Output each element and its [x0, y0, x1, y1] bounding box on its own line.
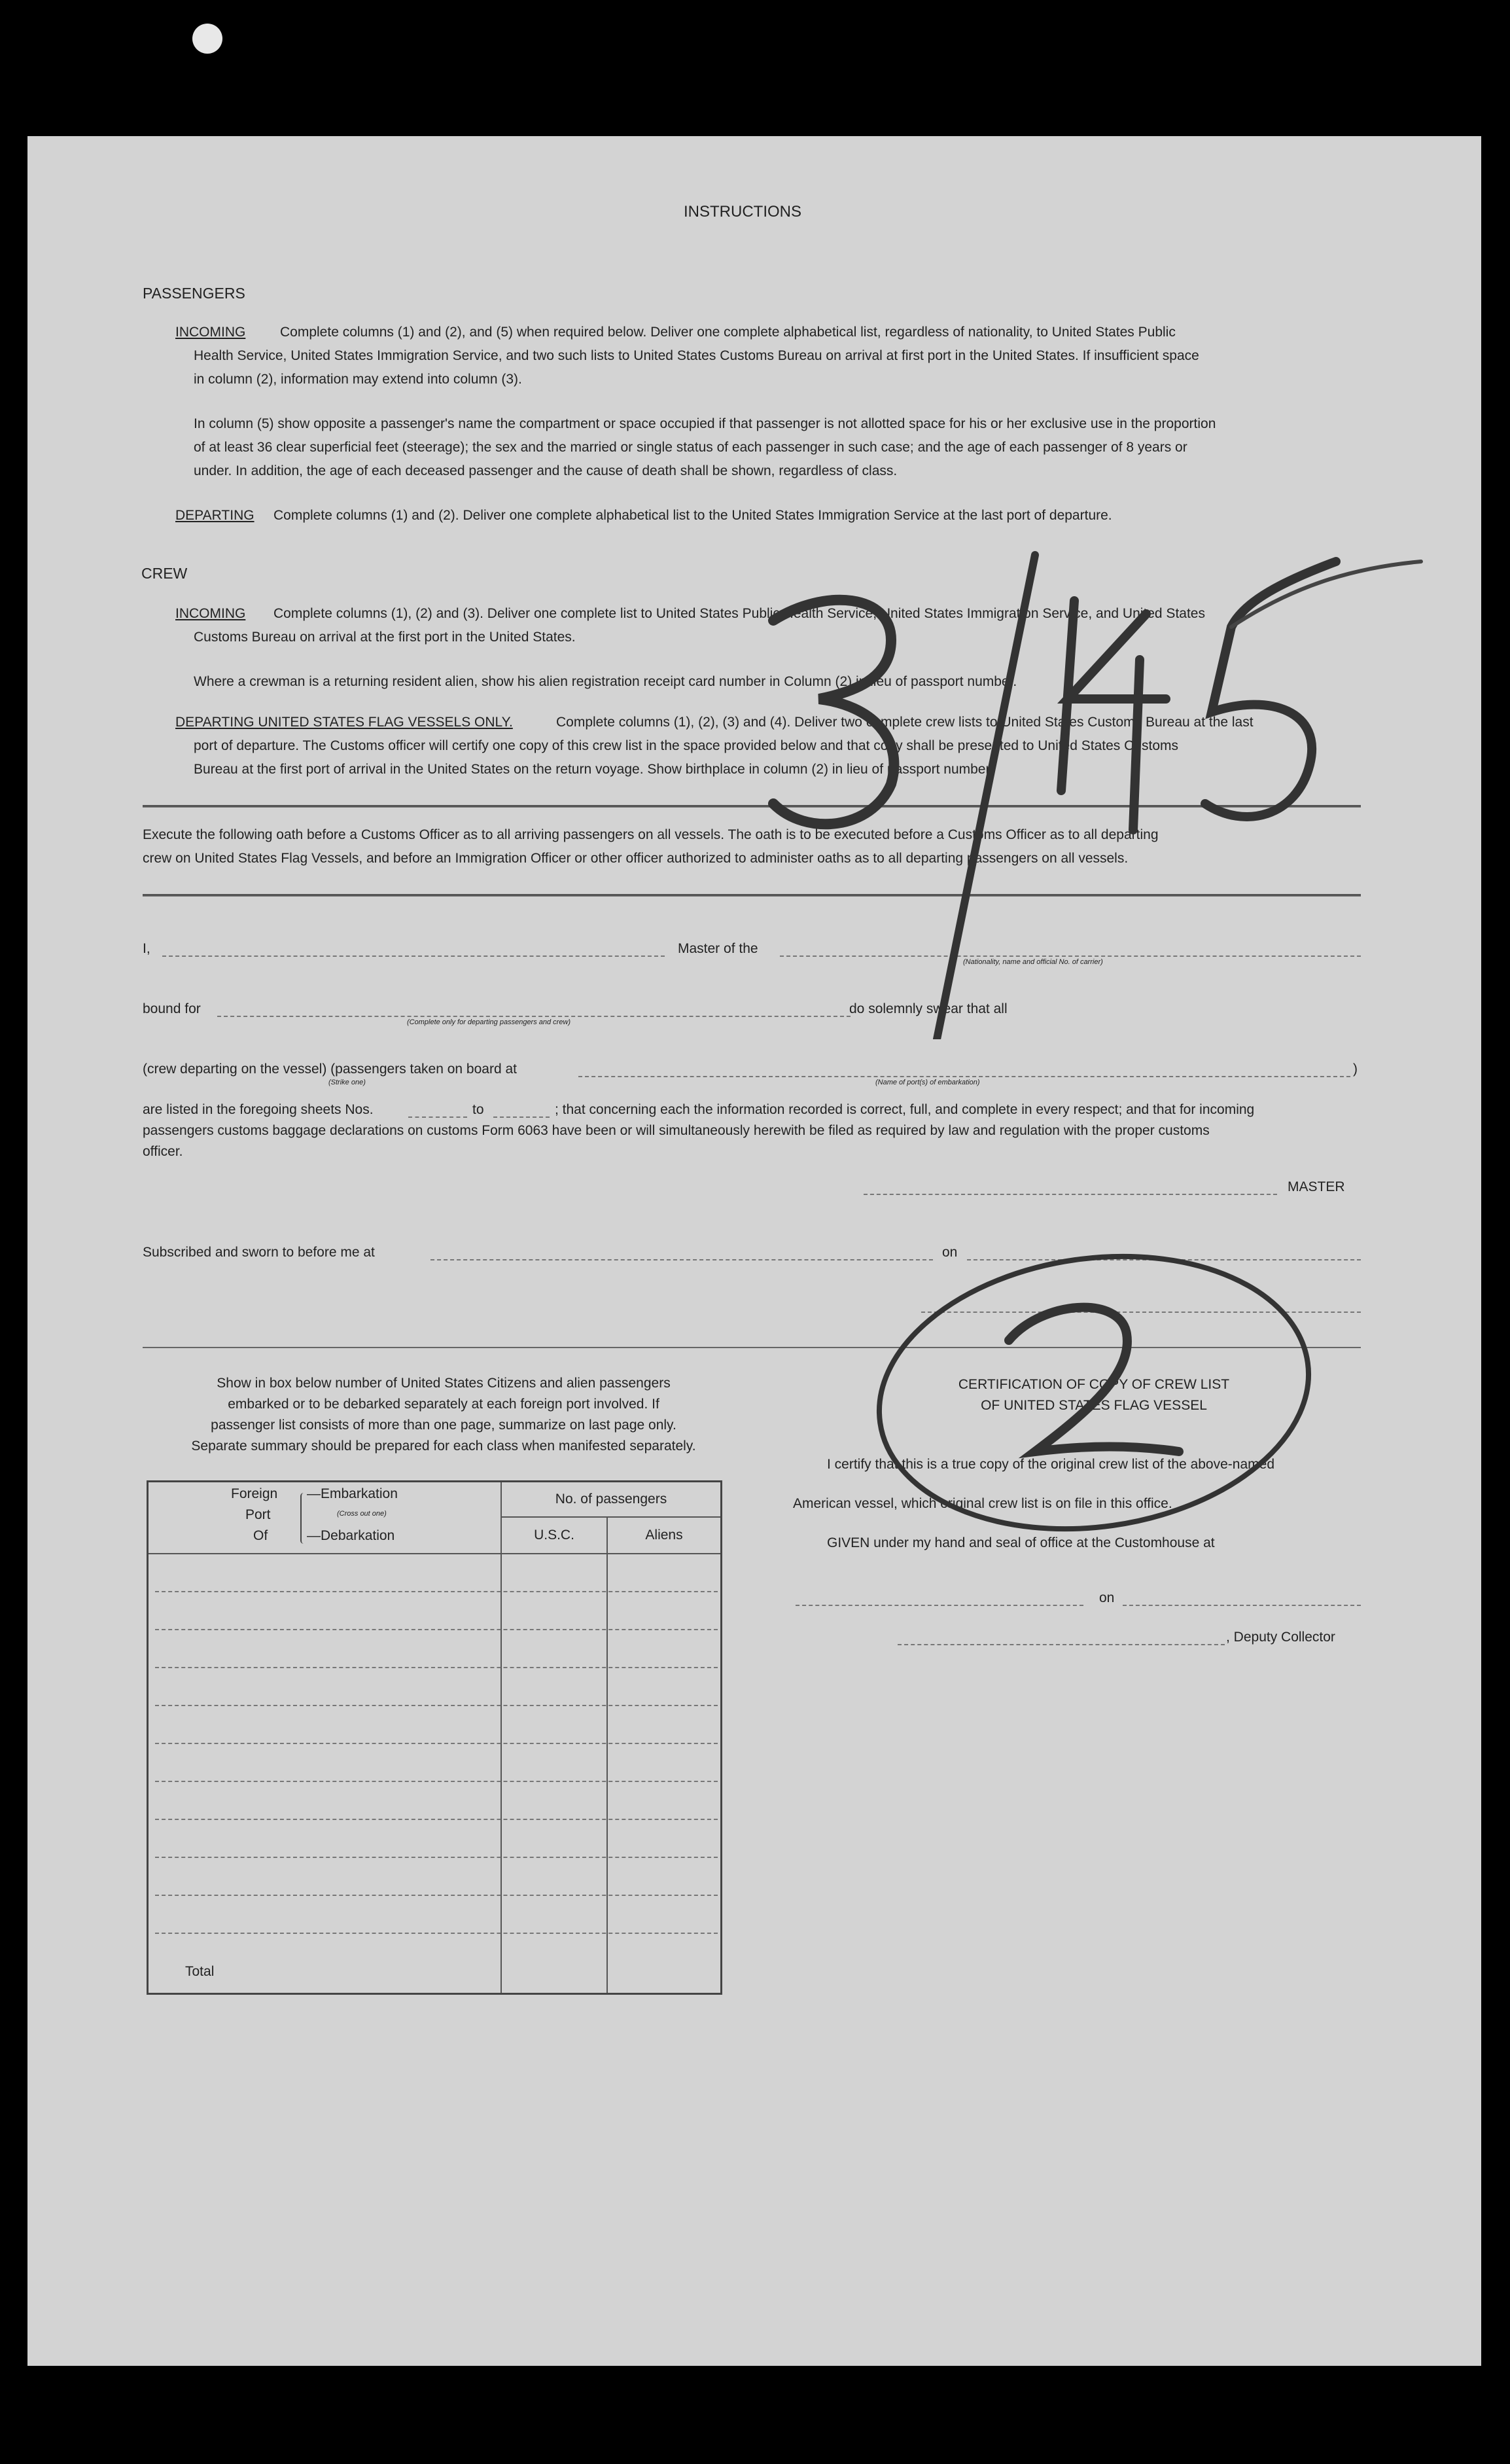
certification-date-field[interactable]: [1123, 1605, 1361, 1606]
passengers-incoming-line-2: Health Service, United States Immigration Service, and two such lists to United States Customs Bureau on arrival at first port in the United States. If insufficient space: [194, 348, 1199, 363]
crew-passengers-option: (crew departing on the vessel) (passengers taken on board at: [143, 1062, 517, 1077]
sheet-to-field[interactable]: [493, 1116, 550, 1118]
circled-number-annotation: [871, 1236, 1329, 1550]
embarkation-ports-field[interactable]: [578, 1076, 1350, 1077]
oath-line-2: passengers customs baggage declarations on customs Form 6063 have been or will simultaneously herewith be filed as required by law and regulation with the proper customs: [143, 1123, 1210, 1138]
form-page: [27, 136, 1481, 2366]
summary-row-line: [155, 1705, 718, 1706]
passengers-departing-text: Complete columns (1) and (2). Deliver one complete alphabetical list to the United States Immigration Service at the last port of departure.: [273, 508, 1112, 523]
subscribed-label: Subscribed and sworn to before me at: [143, 1245, 375, 1260]
crew-departing-line-2: port of departure. The Customs officer will certify one copy of this crew list in the space provided below and that copy shall be presented to United States Customs: [194, 738, 1178, 753]
summary-instr-line-1: Show in box below number of United States Citizens and alien passengers: [217, 1376, 671, 1391]
oath-i: I,: [143, 941, 150, 956]
foreign-label: Foreign: [231, 1486, 278, 1501]
passengers-incoming-line-1: Complete columns (1) and (2), and (5) when required below. Deliver one complete alphabetical list, regardless of nationality, to United States Public: [280, 325, 1176, 340]
master-name-field[interactable]: [162, 955, 665, 957]
sheets-text: ; that concerning each the information recorded is correct, full, and complete in every respect; and that for incoming: [555, 1102, 1255, 1117]
bound-for-hint: (Complete only for departing passengers and crew): [407, 1018, 571, 1026]
summary-row-line: [155, 1857, 718, 1858]
port-label: Port: [245, 1507, 271, 1522]
usc-header: [502, 1518, 608, 1554]
crew-heading: CREW: [141, 565, 188, 582]
column5-line-3: under. In addition, the age of each deceased passenger and the cause of death shall be shown, regardless of class.: [194, 463, 898, 478]
certification-title-line-2: OF UNITED STATES FLAG VESSEL: [981, 1398, 1207, 1413]
summary-row-line: [155, 1895, 718, 1896]
passenger-summary-box: [147, 1480, 722, 1995]
crew-incoming-line-1: Complete columns (1), (2) and (3). Deliver one complete list to United States Public Health Service, United States Immigration Service, and United States: [273, 606, 1205, 621]
summary-instructions: [143, 1373, 745, 1457]
summary-instr-line-4: Separate summary should be prepared for each class when manifested separately.: [191, 1438, 696, 1454]
crew-departing-line-3: Bureau at the first port of arrival in the United States on the return voyage. Show birthplace in column (2) in lieu of passport number.: [194, 762, 994, 777]
oath-intro-line-1: Execute the following oath before a Customs Officer as to all arriving passengers on all vessels. The oath is to be executed before a Customs Officer as to all departing: [143, 827, 1159, 842]
bracket: [300, 1493, 307, 1544]
carrier-hint: (Nationality, name and official No. of carrier): [963, 958, 1103, 966]
handwritten-number-annotation: [747, 542, 1441, 1039]
column5-line-2: of at least 36 clear superficial feet (steerage); the sex and the married or single status of each passenger in such case; and the age of each passenger of 8 years or: [194, 440, 1187, 455]
ports-hint: (Name of port(s) of embarkation): [875, 1079, 980, 1086]
debarkation-label: —Debarkation: [307, 1528, 395, 1543]
summary-instr-line-2: embarked or to be debarked separately at each foreign port involved. If: [228, 1397, 659, 1412]
passengers-incoming-label: INCOMING: [175, 325, 246, 340]
sheets-label: are listed in the foregoing sheets Nos.: [143, 1102, 374, 1117]
given-line: GIVEN under my hand and seal of office at the Customhouse at: [827, 1535, 1215, 1550]
summary-row-line: [155, 1781, 718, 1782]
crew-incoming-label: INCOMING: [175, 606, 246, 621]
close-paren: ): [1353, 1062, 1358, 1077]
cross-out-hint: (Cross out one): [337, 1510, 387, 1518]
passengers-heading: PASSENGERS: [143, 285, 245, 302]
usc-label: U.S.C.: [534, 1527, 574, 1543]
summary-row-line: [155, 1819, 718, 1820]
handwritten-number-text: 3/15: [747, 542, 748, 543]
oath-intro-line-2: crew on United States Flag Vessels, and before an Immigration Officer or other officer authorized to administer oaths as to all departing passengers on all vessels.: [143, 851, 1129, 866]
master-label: MASTER: [1288, 1179, 1345, 1194]
crew-crewman-text: Where a crewman is a returning resident alien, show his alien registration receipt card number in Column (2) in lieu of passport number.: [194, 674, 1017, 689]
summary-row-line: [155, 1629, 718, 1630]
sheet-from-field[interactable]: [408, 1116, 467, 1118]
summary-row-line: [155, 1933, 718, 1934]
certification-on: on: [1099, 1590, 1115, 1605]
certify-line-2: American vessel, which original crew list is on file in this office.: [793, 1496, 1172, 1511]
punch-hole: [192, 24, 222, 54]
page-title: INSTRUCTIONS: [684, 203, 801, 221]
subscribed-place-field[interactable]: [430, 1259, 933, 1260]
passengers-incoming-line-3: in column (2), information may extend into column (3).: [194, 372, 522, 387]
oath-line-3: officer.: [143, 1144, 183, 1159]
solemnly-swear-text: do solemnly swear that all: [849, 1001, 1008, 1016]
aliens-header: [608, 1518, 720, 1554]
bound-for-label: bound for: [143, 1001, 201, 1016]
total-label: Total: [185, 1964, 215, 1979]
crew-departing-label: DEPARTING UNITED STATES FLAG VESSELS ONLY.: [175, 715, 513, 730]
summary-row-line: [155, 1591, 718, 1592]
summary-row-line: [155, 1667, 718, 1668]
port-header-cell: [149, 1482, 502, 1554]
passengers-departing-label: DEPARTING: [175, 508, 255, 523]
deputy-collector-label: , Deputy Collector: [1226, 1630, 1335, 1645]
customhouse-field[interactable]: [796, 1605, 1083, 1606]
of-label: Of: [253, 1528, 268, 1543]
subscribed-on: on: [942, 1245, 958, 1260]
strike-one-hint: (Strike one): [328, 1079, 366, 1086]
summary-instr-line-3: passenger list consists of more than one page, summarize on last page only.: [211, 1418, 676, 1433]
crew-incoming-line-2: Customs Bureau on arrival at the first port in the United States.: [194, 630, 576, 645]
master-signature-field[interactable]: [864, 1194, 1277, 1195]
aliens-label: Aliens: [645, 1527, 683, 1543]
column5-line-1: In column (5) show opposite a passenger's name the compartment or space occupied if that passenger is not allotted space for his or her exclusive use in the proportion: [194, 416, 1216, 431]
no-of-passengers-cell: [502, 1482, 720, 1518]
deputy-signature-field[interactable]: [898, 1644, 1225, 1645]
column-divider: [500, 1553, 502, 1993]
certify-line-1: I certify that this is a true copy of the original crew list of the above-named: [827, 1457, 1274, 1472]
summary-row-line: [155, 1743, 718, 1744]
master-of-the-label: Master of the: [678, 941, 758, 956]
crew-departing-line-1: Complete columns (1), (2), (3) and (4). Deliver two complete crew lists to United States Customs Bureau at the last: [556, 715, 1254, 730]
column-divider: [606, 1553, 608, 1993]
embarkation-label: —Embarkation: [307, 1486, 398, 1501]
no-of-passengers-label: No. of passengers: [555, 1491, 667, 1507]
certification-title-line-1: CERTIFICATION OF COPY OF CREW LIST: [958, 1377, 1230, 1392]
sheets-to: to: [472, 1102, 484, 1117]
